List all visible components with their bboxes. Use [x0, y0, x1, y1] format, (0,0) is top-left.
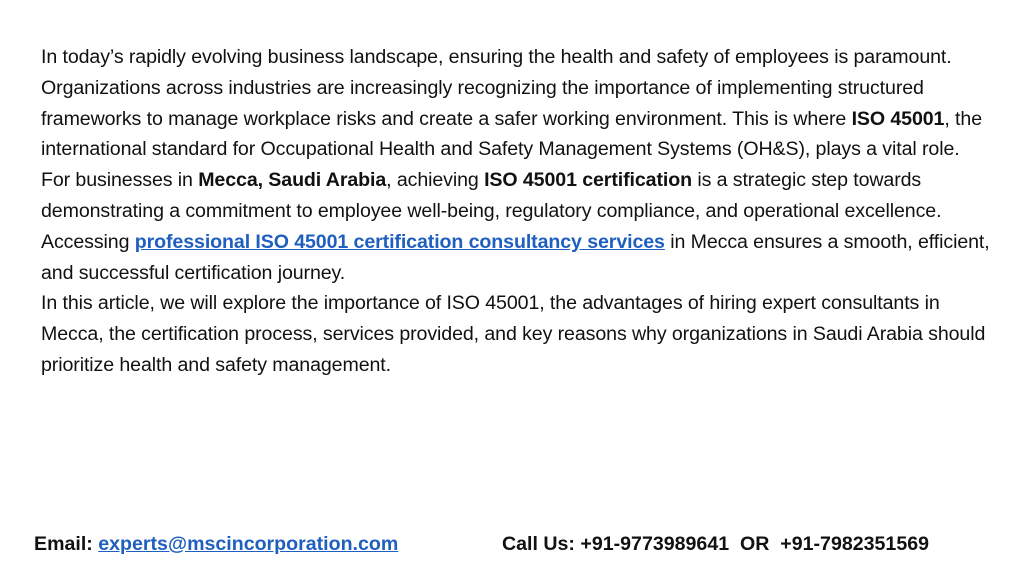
paragraph-overview	[41, 288, 991, 380]
contact-footer	[34, 530, 992, 558]
email-link[interactable]: experts@mscincorporation.com	[98, 533, 399, 555]
overview-text: In this article, we will explore the importance of ISO 45001, the advantages of hiring expert consultants in Mecca, the certification process, services provided, and key reasons why organizations in Saudi Arabia should prioritize health and safety management.	[41, 292, 986, 376]
consultancy-services-link[interactable]: professional ISO 45001 certification consultancy services	[134, 230, 665, 253]
intro-text-cont: , the international standard for Occupational Health and Safety Management Systems (OH&S), plays a vital role.	[41, 107, 982, 161]
mecca-text-cont2: is a strategic step towards demonstrating a commitment to employee well-being, regulatory compliance, and operational excellence. Accessing	[41, 169, 942, 253]
mecca-text: For businesses in	[41, 169, 199, 192]
phone-contact: Call Us: +91-9773989641 OR +91-7982351569	[502, 533, 930, 555]
paragraph-mecca	[41, 165, 991, 288]
mecca-text-cont3: in Mecca ensures a smooth, efficient, and successful certification journey.	[41, 230, 990, 284]
mecca-text-cont: , achieving	[386, 169, 485, 192]
email-block	[34, 530, 398, 558]
intro-text: In today’s rapidly evolving business landscape, ensuring the health and safety of employees is paramount. Organizations across industries are increasingly recognizing the importance of implementing structured frameworks to manage workplace risks and create a safer working environment. This is where	[41, 46, 952, 130]
email-label: Email:	[34, 533, 99, 555]
certification-term: ISO 45001 certification	[484, 169, 692, 192]
iso-standard-term: ISO 45001	[851, 107, 945, 130]
article-body	[41, 42, 991, 381]
location-term: Mecca, Saudi Arabia	[198, 169, 387, 192]
paragraph-intro	[41, 42, 991, 165]
